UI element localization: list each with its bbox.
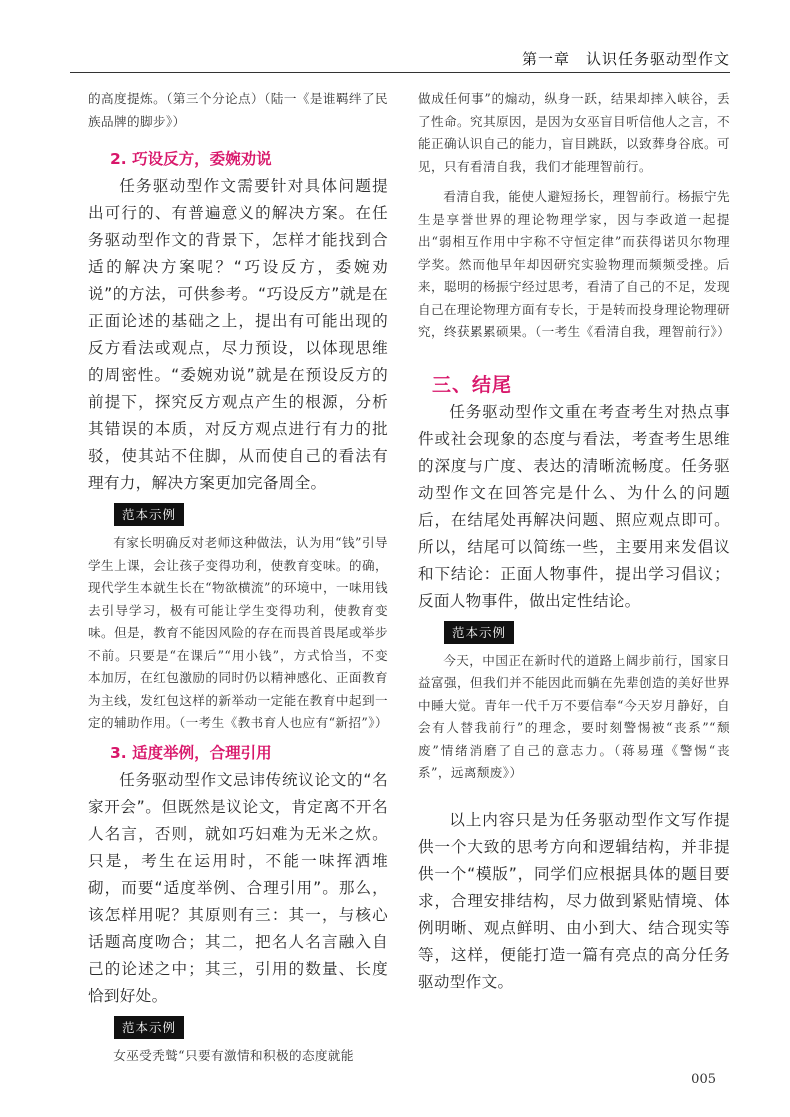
chapter-title: 第一章 认识任务驱动型作文 [521,50,730,68]
header-rule [70,72,730,73]
example-badge: 范本示例 [114,1016,184,1039]
ending-example: 今天，中国正在新时代的道路上阔步前行，国家日益富强，但我们并不能因此而躺在先辈创造的美好世界中睡大觉。青年一代千万不要信奉“今天岁月静好，自会有人替我前行”的理念，要时刻警惕被“丧系”“颓废”情绪消磨了自己的意志力。（蒋易瑾《警惕“丧系”，远离颓废》） [418,652,730,780]
ending-paragraph: 任务驱动型作文重在考查考生对热点事件或社会现象的态度与看法，考查考生思维的深度与广度、表达的清晰流畅度。任务驱动型作文在回答完是什么、为什么的问题后，在结尾处再解决问题、照应观点即可。所以，结尾可以简练一些，主要用来发倡议和下结论：正面人物事件，提出学习倡议；反面人物事件，做出定性结论。 [418,402,730,610]
left-column [88,88,388,1067]
section3-example-start: 女巫受秃鹫“只要有激情和积极的态度就能 [113,1047,354,1063]
example-paragraph-2: 看清自我，能使人避短扬长，理智前行。杨振宁先生是享誉世界的理论物理学家，因与李政道一起提出“弱相互作用中宇称不守恒定律”而获得诺贝尔物理学奖。然而他早年却因研究实验物理而频频受挫。后来，聪明的杨振宁经过思考，看清了自己的不足，发现自己在理论物理方面有专长，于是转而投身理论物理研究，终获累累硕果。（一考生《看清自我，理智前行》） [418,189,731,339]
intro-quote: 的高度提炼。（第三个分论点）（陆一《是谁羁绊了民族品牌的脚步》） [88,91,388,129]
closing-paragraph: 以上内容只是为任务驱动型作文写作提供一个大致的思考方向和逻辑结构，并非提供一个“模版”，同学们应根据具体的题目要求，合理安排结构，尽力做到紧贴情境、体例明晰、观点鲜明、由小到大、结合现实等等，这样，便能打造一篇有亮点的高分任务驱动型作文。 [418,810,730,991]
section2-paragraph: 任务驱动型作文需要针对具体问题提出可行的、有普遍意义的解决方案。在任务驱动型作文的背景下，怎样才能找到合适的解决方案呢？“巧设反方，委婉劝说”的方法，可供参考。“巧设反方”就是在正面论述的基础之上，提出有可能出现的反方看法或观点，尽力预设，以体现思维的周密性。“委婉劝说”就是在预设反方的前提下，探究反方观点产生的根源，分析其错误的本质，对反方观点进行有力的批驳，使其站不住脚，从而使自己的看法有理有力，解决方案更加完备周全。 [88,177,388,492]
example-continuation: 做成任何事”的煽动，纵身一跃，结果却摔入峡谷，丢了性命。究其原因，是因为女巫盲目听信他人之言，不能正确认识自己的能力，盲目跳跃，以致葬身谷底。可见，只有看清自我，我们才能理智前行。 [418,91,730,174]
section-heading-ending: 三、结尾 [432,373,513,396]
right-column [418,88,730,996]
section3-paragraph: 任务驱动型作文忌讳传统议论文的“名家开会”。但既然是议论文，肯定离不开名人名言，否则，就如巧妇难为无米之炊。只是，考生在运用时，不能一味挥洒堆砌，而要“适度举例、合理引用”。那么，该怎样用呢？其原则有三：其一，与核心话题高度吻合；其二，把名人名言融入自己的论述之中；其三，引用的数量、长度恰到好处。 [88,770,388,1005]
section-heading-3: 3. 适度举例，合理引用 [110,743,272,762]
page-number: 005 [691,1072,716,1087]
example-badge: 范本示例 [114,503,184,526]
page-header [70,46,730,76]
section-heading-2: 2. 巧设反方，委婉劝说 [110,150,272,168]
example-badge: 范本示例 [444,621,514,644]
section2-example: 有家长明确反对老师这种做法，认为用“钱”引导学生上课，会让孩子变得功利，使教育变味。的确，现代学生本就生长在“物欲横流”的环境中，一味用钱去引导学习，极有可能让学生变得功利，使教育变味。但是，教育不能因风险的存在而畏首畏尾或举步不前。只要是“在课后”“用小钱”，方式恰当，不变本加厉，在红包激励的同时仍以精神感化、正面教育为主线，发红包这样的新举动一定能在教育中起到一定的辅助作用。（一考生《教书育人也应有“新招”》） [88,535,388,730]
